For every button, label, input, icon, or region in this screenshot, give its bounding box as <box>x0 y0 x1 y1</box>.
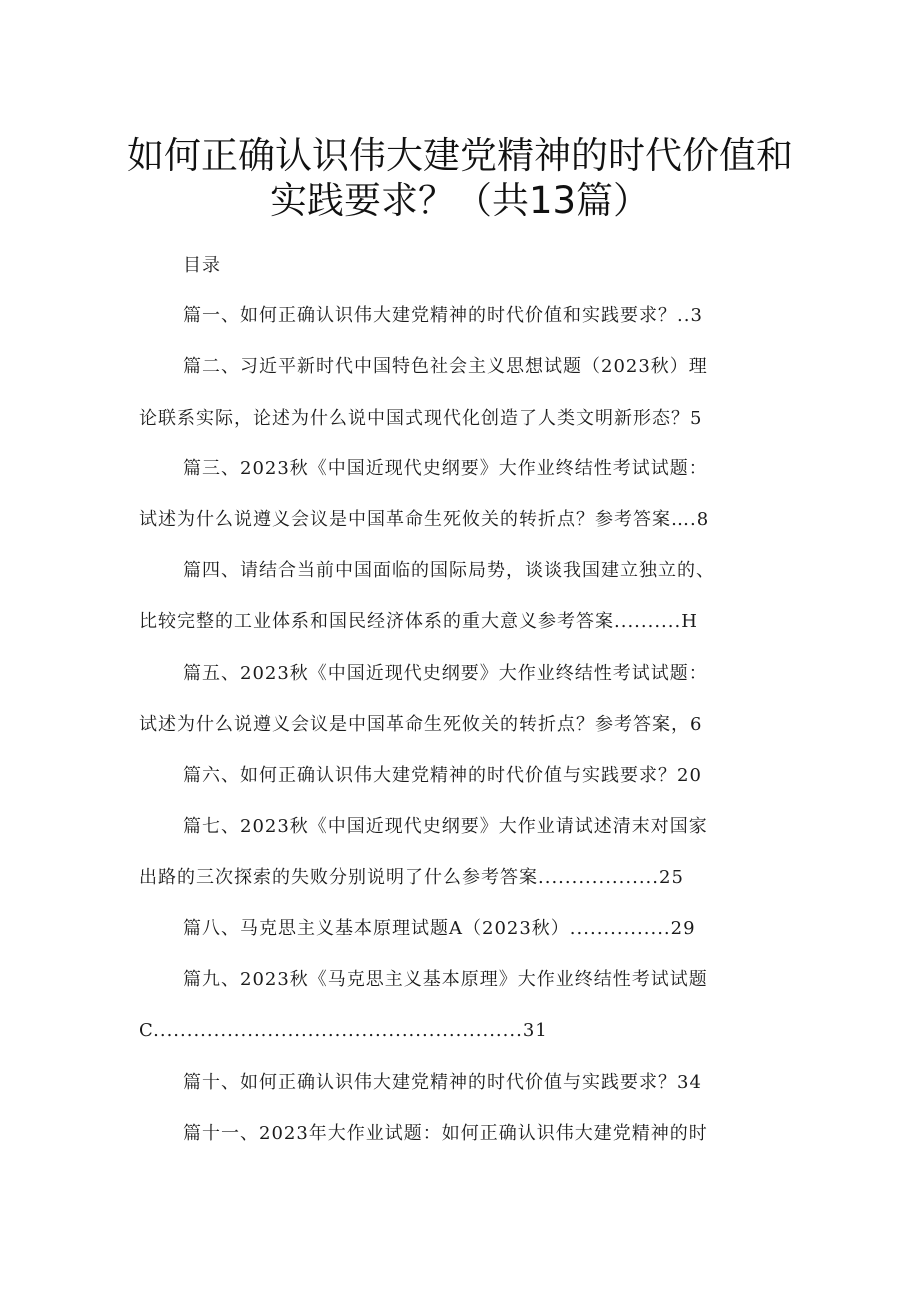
toc-line: 篇十一、2023年大作业试题：如何正确认识伟大建党精神的时 <box>183 1123 708 1144</box>
toc-line: 出路的三次探索的失败分别说明了什么参考答案..................25 <box>139 867 684 888</box>
toc-line: 论联系实际，论述为什么说中国式现代化创造了人类文明新形态？5 <box>139 408 703 429</box>
toc-line: 篇三、2023秋《中国近现代史纲要》大作业终结性考试试题： <box>183 458 708 479</box>
toc-line: 比较完整的工业体系和国民经济体系的重大意义参考答案..........H <box>139 611 698 632</box>
toc-heading: 目录 <box>183 255 221 276</box>
document-title-line-2: 实践要求？（共13篇） <box>269 179 651 222</box>
toc-line: C.......................................................31 <box>139 1020 548 1041</box>
toc-line: 试述为什么说遵义会议是中国革命生死攸关的转折点？参考答案，6 <box>139 714 703 735</box>
toc-line: 篇九、2023秋《马克思主义基本原理》大作业终结性考试试题 <box>183 969 708 990</box>
toc-line: 篇十、如何正确认识伟大建党精神的时代价值与实践要求？34 <box>183 1072 702 1093</box>
toc-line: 篇五、2023秋《中国近现代史纲要》大作业终结性考试试题： <box>183 663 708 684</box>
toc-line: 篇四、请结合当前中国面临的国际局势，谈谈我国建立独立的、 <box>183 560 715 581</box>
toc-line: 篇六、如何正确认识伟大建党精神的时代价值与实践要求？20 <box>183 765 702 786</box>
toc-line: 篇一、如何正确认识伟大建党精神的时代价值和实践要求？..3 <box>183 305 703 326</box>
toc-line: 篇八、马克思主义基本原理试题A（2023秋）...............29 <box>183 918 696 939</box>
toc-line: 试述为什么说遵义会议是中国革命生死攸关的转折点？参考答案….8 <box>139 509 710 530</box>
document-title-line-1: 如何正确认识伟大建党精神的时代价值和 <box>127 134 793 177</box>
toc-line: 篇二、习近平新时代中国特色社会主义思想试题（2023秋）理 <box>183 356 708 377</box>
toc-line: 篇七、2023秋《中国近现代史纲要》大作业请试述清末对国家 <box>183 816 708 837</box>
